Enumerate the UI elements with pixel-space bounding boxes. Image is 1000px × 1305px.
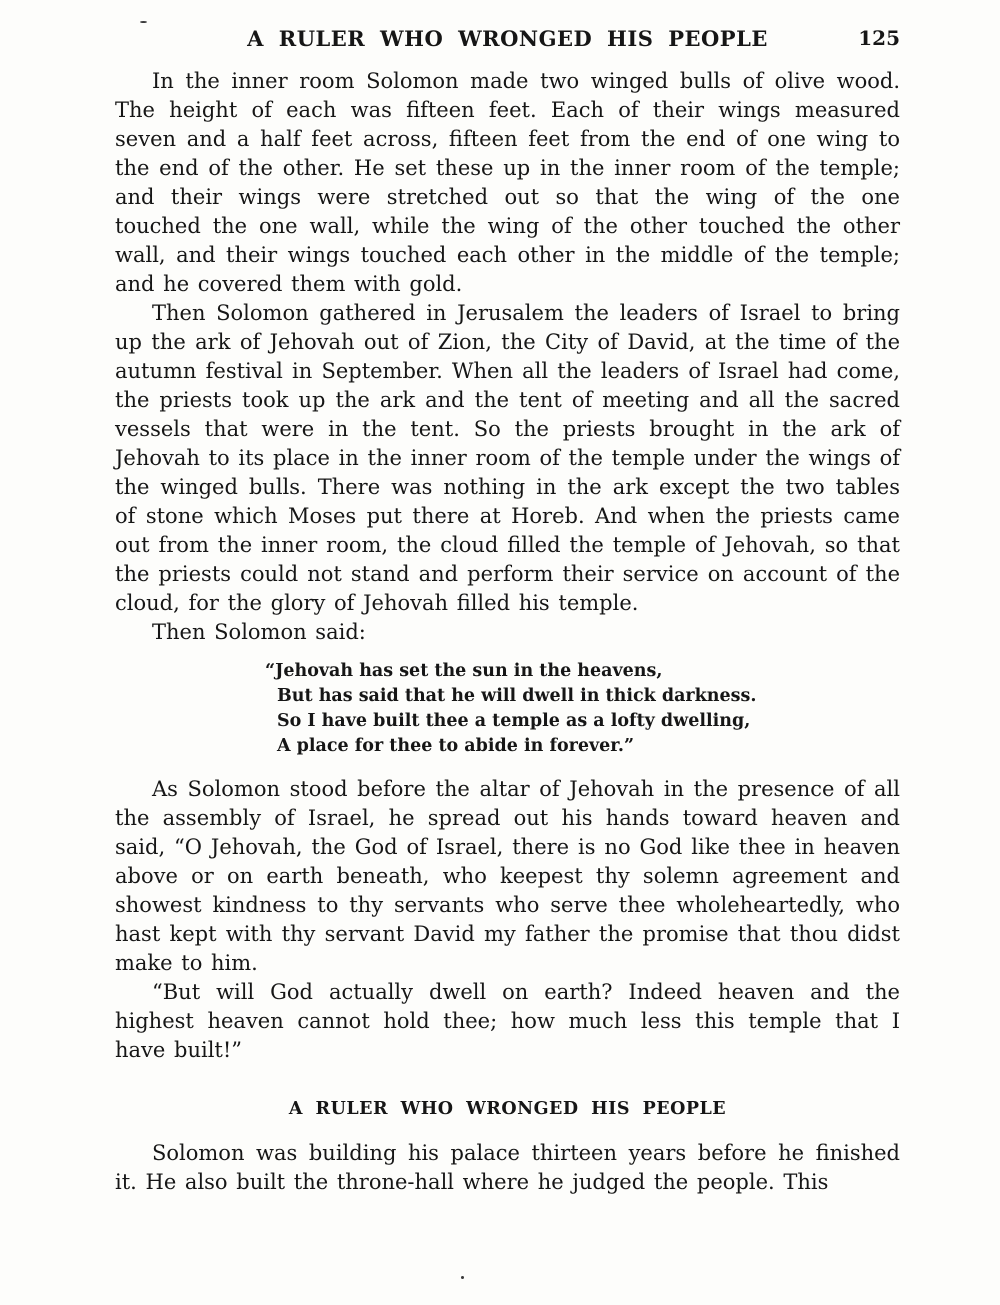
- paragraph: In the inner room Solomon made two winged bulls of olive wood. The height of each was fifteen feet. Each of their wings measured seven and a half feet across, fifteen feet from the end of one wing to the end of the other. He set these up in the inner room of the temple; and their wings were stretched out so that the wing of the one touched the one wall, while the wing of the other touched the other wall, and their wings touched each other in the middle of the temple; and he covered them with gold.: [115, 69, 900, 296]
- scan-artifact: [140, 21, 147, 23]
- paragraph: “But will God actually dwell on earth? Indeed heaven and the highest heaven cannot hold thee; how much less this temple that I have built!”: [115, 980, 900, 1062]
- paragraph: Then Solomon gathered in Jerusalem the leaders of Israel to bring up the ark of Jehovah out of Zion, the City of David, at the time of the autumn festival in September. When all the leaders of Israel had come, the priests took up the ark and the tent of meeting and all the sacred vessels that were in the tent. So the priests brought in the ark of Jehovah to its place in the inner room of the temple under the wings of the winged bulls. There was nothing in the ark except the two tables of stone which Moses put there at Horeb. And when the priests came out from the inner room, the cloud filled the temple of Jehovah, so that the priests could not stand and perform their service on account of the cloud, for the glory of Jehovah filled his temple.: [115, 301, 900, 615]
- poem-line: A place for thee to abide in forever.”: [277, 736, 635, 756]
- running-header-title: A RULER WHO WRONGED HIS PEOPLE: [247, 26, 768, 51]
- paragraph: Then Solomon said:: [152, 620, 366, 644]
- page-number: 125: [858, 26, 900, 50]
- section-heading: A RULER WHO WRONGED HIS PEOPLE: [288, 1099, 727, 1119]
- scan-artifact: [461, 1276, 464, 1279]
- poem-line: “Jehovah has set the sun in the heavens,: [265, 661, 663, 681]
- page-body: [115, 67, 900, 1197]
- poem-line: So I have built thee a temple as a lofty dwelling,: [277, 711, 751, 731]
- poem-line: But has said that he will dwell in thick darkness.: [277, 686, 757, 706]
- paragraph: As Solomon stood before the altar of Jehovah in the presence of all the assembly of Israel, he spread out his hands toward heaven and said, “O Jehovah, the God of Israel, there is no God like thee in heaven above or on earth beneath, who keepest thy solemn agreement and showest kindness to thy servants who serve thee wholeheartedly, who hast kept with thy servant David my father the promise that thou didst make to him.: [115, 777, 900, 975]
- poem-quotation: [265, 659, 900, 759]
- running-header: [115, 26, 900, 51]
- paragraph: Solomon was building his palace thirteen years before he finished it. He also built the throne-hall where he judged the people. This: [115, 1141, 900, 1194]
